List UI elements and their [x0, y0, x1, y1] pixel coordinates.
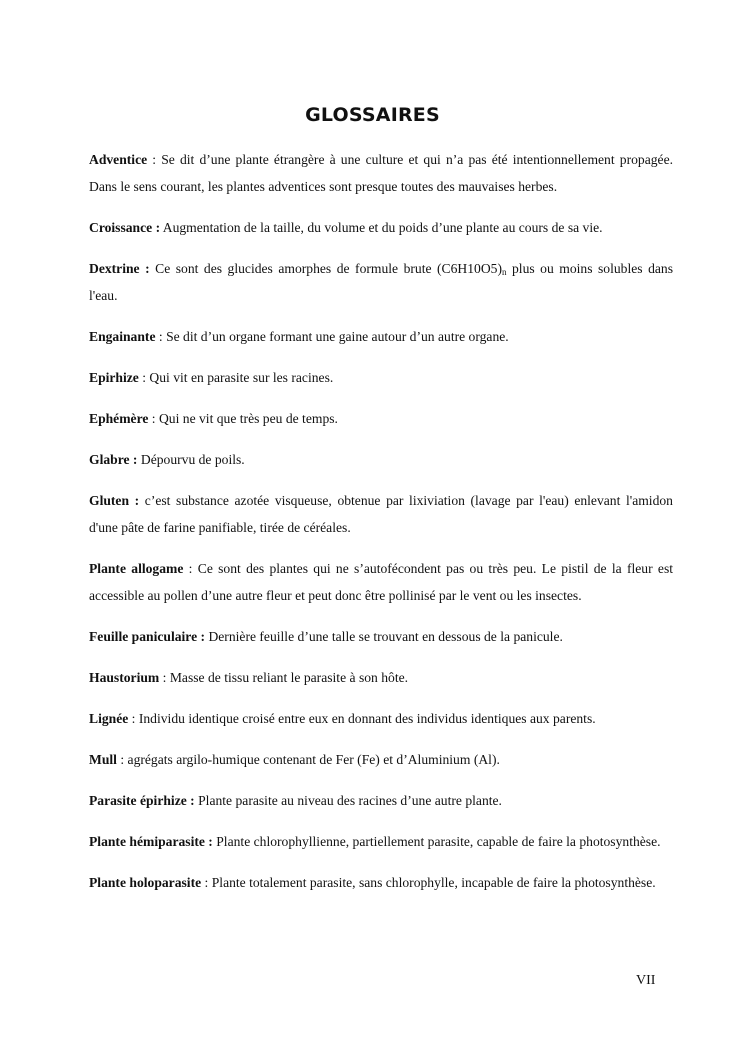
separator: :: [155, 329, 167, 344]
separator: :: [148, 411, 159, 426]
formula-subscript: n: [501, 267, 507, 277]
glossary-term: Engainante: [89, 329, 156, 344]
glossary-term: Glabre :: [89, 452, 138, 467]
glossary-entry: [89, 364, 673, 391]
separator: :: [201, 875, 212, 890]
glossary-term: Gluten :: [89, 493, 140, 508]
glossary-term: Ephémère: [89, 411, 149, 426]
glossary-term: Mull: [89, 752, 117, 767]
glossary-definition: Plante parasite au niveau des racines d’une autre plante.: [198, 793, 502, 808]
glossary-definition: Augmentation de la taille, du volume et du poids d’une plante au cours de sa vie.: [162, 220, 603, 235]
glossary-entry: [89, 323, 673, 350]
glossary-term: Haustorium: [89, 670, 160, 685]
glossary-definition: Se dit d’une plante étrangère à une culture et qui n’a pas été intentionnellement propagée. Dans le sens courant, les plantes adventices sont presque toutes des mauvaises herbes.: [89, 152, 673, 194]
glossary-entry: [89, 746, 673, 773]
glossary-definition: Plante chlorophyllienne, partiellement parasite, capable de faire la photosynthèse.: [216, 834, 661, 849]
glossary-definition: Masse de tissu reliant le parasite à son hôte.: [169, 670, 409, 685]
glossary-entry: [89, 705, 673, 732]
glossary-definition: Qui ne vit que très peu de temps.: [158, 411, 338, 426]
glossary-definition: Dernière feuille d’une talle se trouvant en dessous de la panicule.: [208, 629, 563, 644]
glossary-term: Plante holoparasite: [89, 875, 202, 890]
glossary-term: Dextrine :: [89, 261, 150, 276]
glossary-entry: [89, 555, 673, 609]
glossary-definition: Dépourvu de poils.: [140, 452, 245, 467]
glossary-definition: Ce sont des plantes qui ne s’autofécondent pas ou très peu. Le pistil de la fleur est accessible au pollen d’une autre fleur et peut donc être pollinisé par le vent ou les insectes.: [89, 561, 674, 603]
glossary-entry: [89, 487, 673, 541]
separator: :: [183, 561, 198, 576]
glossary-entry: [89, 828, 673, 855]
glossary-definition: Se dit d’un organe formant une gaine autour d’un autre organe.: [166, 329, 509, 344]
glossary-definition: c’est substance azotée visqueuse, obtenue par lixiviation (lavage par l'eau) enlevant l'amidon d'une pâte de farine panifiable, tirée de céréales.: [89, 493, 673, 535]
glossary-term: Adventice: [89, 152, 148, 167]
separator: :: [138, 370, 150, 385]
glossary-term: Epirhize: [89, 370, 139, 385]
separator: :: [147, 152, 162, 167]
glossary-entry: [89, 405, 673, 432]
separator: :: [159, 670, 170, 685]
glossary-entry: [89, 623, 673, 650]
glossary-list: [89, 146, 673, 910]
glossary-entry: [89, 787, 673, 814]
glossary-entry: [89, 214, 673, 241]
glossary-entry: [89, 869, 673, 896]
glossary-definition: Individu identique croisé entre eux en donnant des individus identiques aux parents.: [138, 711, 596, 726]
glossary-definition: Qui vit en parasite sur les racines.: [149, 370, 334, 385]
separator: :: [116, 752, 128, 767]
page-title: GLOSSAIRES: [305, 104, 440, 126]
glossary-term: Plante allogame: [89, 561, 184, 576]
page-number: VII: [636, 973, 656, 988]
glossary-term: Croissance :: [89, 220, 161, 235]
glossary-term: Parasite épirhize :: [89, 793, 195, 808]
glossary-term: Feuille paniculaire :: [89, 629, 206, 644]
glossary-entry: [89, 146, 673, 200]
separator: :: [128, 711, 139, 726]
glossary-definition: agrégats argilo-humique contenant de Fer (Fe) et d’Aluminium (Al).: [127, 752, 500, 767]
glossary-entry: [89, 446, 673, 473]
glossary-entry: [89, 255, 673, 309]
glossary-definition-continued: plus ou moins solubles dans l'eau.: [89, 261, 673, 303]
glossary-definition: Plante totalement parasite, sans chlorophylle, incapable de faire la photosynthèse.: [211, 875, 656, 890]
glossary-entry: [89, 664, 673, 691]
glossary-term: Lignée: [89, 711, 129, 726]
glossary-term: Plante hémiparasite :: [89, 834, 213, 849]
glossary-definition: Ce sont des glucides amorphes de formule brute (C6H10O5): [155, 261, 502, 276]
